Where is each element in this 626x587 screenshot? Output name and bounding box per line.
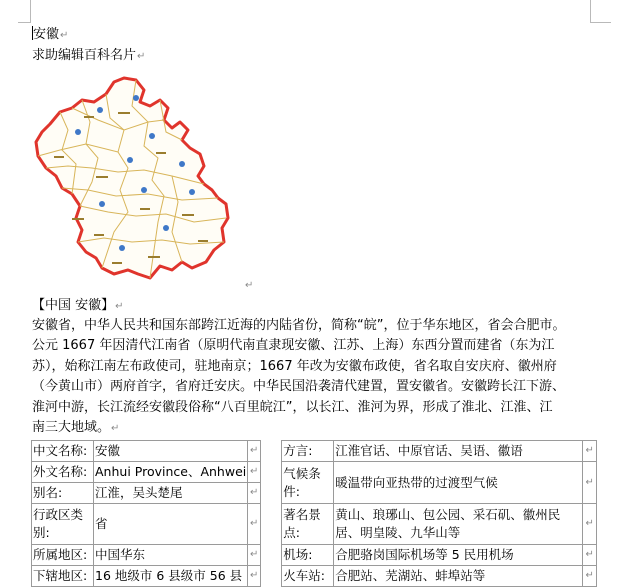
info-value: 安徽 [94, 441, 248, 462]
city-marker-icon [99, 201, 105, 207]
info-key: 方言: [282, 441, 334, 462]
city-marker-icon [189, 189, 195, 195]
edit-link[interactable]: 求助编辑百科名片 [32, 48, 137, 63]
info-value: 江淮官话、中原官话、吴语、徽语 [334, 441, 583, 462]
document-title [32, 26, 68, 45]
info-key: 中文名称: [32, 441, 94, 462]
table-row: 中文名称: 安徽 ↵ 方言: 江淮官话、中原官话、吴语、徽语 ↵ [32, 441, 597, 462]
intro-line: 安徽省，中华人民共和国东部跨江近海的内陆省份，简称“皖”，位于华东地区，省会合肥市。 [32, 318, 566, 333]
info-key: 所属地区: [32, 545, 94, 566]
page-corner-mark-left [18, 0, 31, 23]
info-key: 别名: [32, 483, 94, 504]
info-value: 中国华东 [94, 545, 248, 566]
intro-line: 南三大地域。↵ [32, 420, 120, 436]
intro-paragraph [32, 316, 588, 439]
info-value: 合肥站、芜湖站、蚌埠站等 [334, 566, 583, 587]
city-marker-icon [163, 225, 169, 231]
info-key: 机场: [282, 545, 334, 566]
section-heading-text: 【中国 安徽】 [32, 298, 115, 313]
table-row: 外文名称: Anhui Province、Anhwei ↵ 气候条件: 暖温带向亚热带的过渡型气候 ↵ [32, 462, 597, 483]
table-row: 别名: 江淮，吴头楚尾 ↵ [32, 483, 597, 504]
city-marker-icon [133, 95, 139, 101]
map-outline [36, 78, 228, 278]
city-marker-icon [179, 161, 185, 167]
city-marker-icon [75, 129, 81, 135]
city-marker-icon [141, 187, 147, 193]
info-value: Anhui Province、Anhwei [94, 462, 248, 483]
anhui-map-image [32, 72, 232, 284]
info-value: 江淮，吴头楚尾 [94, 483, 248, 504]
info-key: 行政区类别: [32, 504, 94, 545]
intro-line: 淮河中游，长江流经安徽段俗称“八百里皖江”，以长江、淮河为界，形成了淮北、江淮、江 [32, 399, 553, 415]
paragraph-mark: ↵ [60, 30, 69, 41]
section-heading [32, 297, 124, 316]
info-value: 黄山、琅琊山、包公园、采石矶、徽州民居、明皇陵、九华山等 [334, 504, 583, 545]
info-value: 16 地级市 6 县级市 56 县 [94, 566, 248, 587]
table-row: 行政区类别: 省 ↵ 著名景点: 黄山、琅琊山、包公园、采石矶、徽州民居、明皇陵、九华山等 ↵ [32, 504, 597, 545]
info-key: 外文名称: [32, 462, 94, 483]
info-key: 火车站: [282, 566, 334, 587]
intro-line: 苏），始称江南左布政使司，驻地南京；1667 年改为安徽布政使，省名取自安庆府、徽州府 [32, 358, 557, 374]
city-marker-icon [127, 157, 133, 163]
paragraph-mark: ↵ [115, 301, 124, 312]
intro-line: 公元 1667 年因清代江南省（原明代南直隶现安徽、江苏、上海）东西分置而建省（东为江 [32, 338, 555, 354]
info-key: 著名景点: [282, 504, 334, 545]
table-row: 所属地区: 中国华东 ↵ 机场: 合肥骆岗国际机场等 5 民用机场 ↵ [32, 545, 597, 566]
info-key: 气候条件: [282, 462, 334, 504]
info-value: 合肥骆岗国际机场等 5 民用机场 [334, 545, 583, 566]
paragraph-mark: ↵ [137, 51, 146, 62]
title-text: 安徽 [33, 27, 60, 42]
intro-line: （今黄山市）两府首字，省府迁安庆。中华民国沿袭清代建置，置安徽省。安徽跨长江下游、 [32, 379, 566, 395]
city-marker-icon [149, 133, 155, 139]
info-key: 下辖地区: [32, 566, 94, 587]
city-marker-icon [119, 245, 125, 251]
page-corner-mark-right [590, 0, 611, 23]
edit-link-line [32, 47, 145, 66]
table-row: 下辖地区: 16 地级市 6 县级市 56 县 ↵ 火车站: 合肥站、芜湖站、蚌埠站等 ↵ [32, 566, 597, 587]
paragraph-mark: ↵ [111, 423, 120, 435]
info-value: 暖温带向亚热带的过渡型气候 [334, 462, 583, 504]
image-paragraph-mark: ↵ [245, 280, 254, 291]
city-marker-icon [97, 107, 103, 113]
info-value: 省 [94, 504, 248, 545]
info-table [31, 440, 597, 587]
